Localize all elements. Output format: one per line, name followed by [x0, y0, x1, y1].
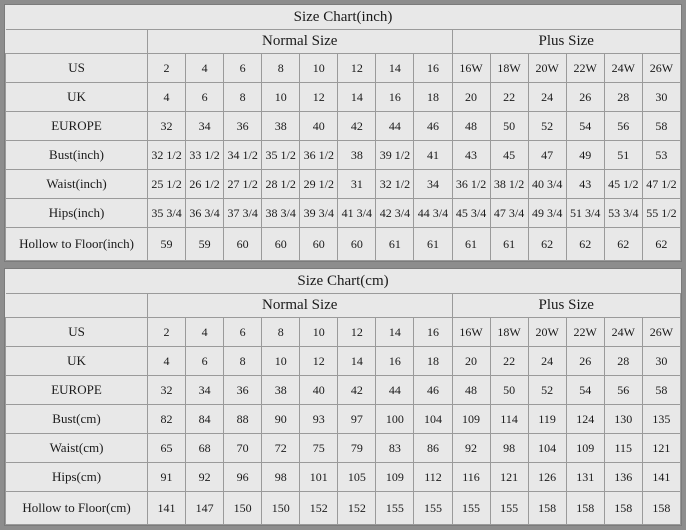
cell: 36: [224, 376, 262, 405]
cell: 101: [300, 463, 338, 492]
cell: 35 3/4: [148, 199, 186, 228]
cell: 6: [224, 54, 262, 83]
cell: 62: [566, 228, 604, 261]
cell: 42: [338, 376, 376, 405]
row-label-us: US: [6, 318, 148, 347]
cell: 26: [566, 83, 604, 112]
cell: 16W: [452, 54, 490, 83]
cell: 121: [490, 463, 528, 492]
table-row: [6, 54, 681, 83]
cell: 53 3/4: [604, 199, 642, 228]
cell: 53: [642, 141, 680, 170]
cell: 91: [148, 463, 186, 492]
cell: 124: [566, 405, 604, 434]
cell: 130: [604, 405, 642, 434]
cell: 115: [604, 434, 642, 463]
cell: 45: [490, 141, 528, 170]
cell: 32: [148, 112, 186, 141]
cell: 60: [262, 228, 300, 261]
cell: 31: [338, 170, 376, 199]
cell: 147: [186, 492, 224, 525]
cell: 16: [376, 83, 414, 112]
cell: 26 1/2: [186, 170, 224, 199]
cell: 32 1/2: [376, 170, 414, 199]
cell: 24: [528, 347, 566, 376]
cell: 25 1/2: [148, 170, 186, 199]
cell: 109: [566, 434, 604, 463]
cell: 49 3/4: [528, 199, 566, 228]
cell: 30: [642, 347, 680, 376]
cell: 44 3/4: [414, 199, 452, 228]
table-row: [6, 376, 681, 405]
cell: 45 3/4: [452, 199, 490, 228]
cell: 150: [262, 492, 300, 525]
cell: 18: [414, 347, 452, 376]
row-label-hollow-to-floor: Hollow to Floor(inch): [6, 228, 148, 261]
row-label-uk: UK: [6, 347, 148, 376]
cell: 18: [414, 83, 452, 112]
cell: 61: [452, 228, 490, 261]
cell: 24W: [604, 54, 642, 83]
cell: 155: [490, 492, 528, 525]
cell: 70: [224, 434, 262, 463]
cell: 62: [604, 228, 642, 261]
cell: 49: [566, 141, 604, 170]
row-label-bust: Bust(inch): [6, 141, 148, 170]
cell: 8: [224, 347, 262, 376]
cell: 109: [452, 405, 490, 434]
cell: 14: [376, 54, 414, 83]
cell: 50: [490, 112, 528, 141]
cell: 56: [604, 376, 642, 405]
cell: 82: [148, 405, 186, 434]
cell: 40: [300, 112, 338, 141]
size-chart-cm: [4, 268, 682, 526]
cell: 46: [414, 112, 452, 141]
cell: 59: [186, 228, 224, 261]
cell: 12: [338, 318, 376, 347]
cell: 4: [148, 83, 186, 112]
cell: 97: [338, 405, 376, 434]
cell: 141: [148, 492, 186, 525]
cell: 26W: [642, 54, 680, 83]
cell: 28 1/2: [262, 170, 300, 199]
cell: 92: [186, 463, 224, 492]
cell: 14: [376, 318, 414, 347]
cell: 84: [186, 405, 224, 434]
cell: 46: [414, 376, 452, 405]
cell: 104: [528, 434, 566, 463]
table-row: [6, 318, 681, 347]
table-row: [6, 347, 681, 376]
cell: 50: [490, 376, 528, 405]
cell: 4: [186, 54, 224, 83]
cell: 114: [490, 405, 528, 434]
cell: 10: [300, 318, 338, 347]
cell: 43: [452, 141, 490, 170]
cell: 44: [376, 112, 414, 141]
cell: 68: [186, 434, 224, 463]
cell: 34: [186, 112, 224, 141]
cell: 61: [376, 228, 414, 261]
table-row: [6, 141, 681, 170]
cell: 58: [642, 376, 680, 405]
cell: 18W: [490, 318, 528, 347]
cell: 28: [604, 347, 642, 376]
cell: 51 3/4: [566, 199, 604, 228]
cell: 42 3/4: [376, 199, 414, 228]
table-row: [6, 463, 681, 492]
cell: 109: [376, 463, 414, 492]
group-header-normal: Normal Size: [148, 294, 453, 318]
cell: 60: [338, 228, 376, 261]
cell: 60: [224, 228, 262, 261]
cell: 119: [528, 405, 566, 434]
cell: 51: [604, 141, 642, 170]
cell: 35 1/2: [262, 141, 300, 170]
cell: 34: [414, 170, 452, 199]
cell: 131: [566, 463, 604, 492]
cell: 98: [490, 434, 528, 463]
cell: 40 3/4: [528, 170, 566, 199]
cell: 8: [262, 54, 300, 83]
cell: 26: [566, 347, 604, 376]
cell: 45 1/2: [604, 170, 642, 199]
cell: 152: [300, 492, 338, 525]
cell: 155: [452, 492, 490, 525]
cell: 104: [414, 405, 452, 434]
table-row: [6, 170, 681, 199]
group-header-row: [6, 30, 681, 54]
table-row: [6, 83, 681, 112]
corner-cell: [6, 294, 148, 318]
cell: 24: [528, 83, 566, 112]
cell: 47: [528, 141, 566, 170]
cell: 72: [262, 434, 300, 463]
cell: 121: [642, 434, 680, 463]
cell: 6: [186, 347, 224, 376]
table-row: [6, 405, 681, 434]
row-label-bust: Bust(cm): [6, 405, 148, 434]
table-row: [6, 112, 681, 141]
cell: 41: [414, 141, 452, 170]
cell: 39 1/2: [376, 141, 414, 170]
cell: 2: [148, 54, 186, 83]
cell: 47 3/4: [490, 199, 528, 228]
cell: 30: [642, 83, 680, 112]
cell: 55 1/2: [642, 199, 680, 228]
cell: 79: [338, 434, 376, 463]
cell: 90: [262, 405, 300, 434]
cell: 34 1/2: [224, 141, 262, 170]
cell: 20: [452, 83, 490, 112]
cell: 16: [414, 54, 452, 83]
cell: 52: [528, 112, 566, 141]
cell: 52: [528, 376, 566, 405]
cell: 158: [528, 492, 566, 525]
cell: 136: [604, 463, 642, 492]
table-row: [6, 492, 681, 525]
chart-title: Size Chart(inch): [6, 5, 681, 30]
cell: 34: [186, 376, 224, 405]
cell: 37 3/4: [224, 199, 262, 228]
cell: 41 3/4: [338, 199, 376, 228]
cell: 93: [300, 405, 338, 434]
cell: 92: [452, 434, 490, 463]
cell: 18W: [490, 54, 528, 83]
cell: 2: [148, 318, 186, 347]
cell: 6: [224, 318, 262, 347]
table-title-row: [6, 5, 681, 30]
cell: 54: [566, 376, 604, 405]
cell: 12: [300, 83, 338, 112]
cell: 54: [566, 112, 604, 141]
cell: 116: [452, 463, 490, 492]
chart-title: Size Chart(cm): [6, 269, 681, 294]
corner-cell: [6, 30, 148, 54]
cell: 36 3/4: [186, 199, 224, 228]
cell: 98: [262, 463, 300, 492]
cell: 14: [338, 347, 376, 376]
cell: 10: [262, 83, 300, 112]
cell: 38 3/4: [262, 199, 300, 228]
cell: 28: [604, 83, 642, 112]
cell: 24W: [604, 318, 642, 347]
cell: 38 1/2: [490, 170, 528, 199]
group-header-plus: Plus Size: [452, 294, 681, 318]
cell: 38: [262, 376, 300, 405]
size-chart-inch: [4, 4, 682, 262]
cell: 105: [338, 463, 376, 492]
cell: 32 1/2: [148, 141, 186, 170]
cell: 14: [338, 83, 376, 112]
row-label-us: US: [6, 54, 148, 83]
cell: 20W: [528, 54, 566, 83]
cell: 36: [224, 112, 262, 141]
cell: 158: [642, 492, 680, 525]
cell: 10: [300, 54, 338, 83]
cell: 152: [338, 492, 376, 525]
row-label-hips: Hips(cm): [6, 463, 148, 492]
cell: 62: [528, 228, 566, 261]
cell: 158: [566, 492, 604, 525]
cell: 48: [452, 112, 490, 141]
row-label-hollow-to-floor: Hollow to Floor(cm): [6, 492, 148, 525]
cell: 33 1/2: [186, 141, 224, 170]
cell: 38: [262, 112, 300, 141]
cell: 155: [414, 492, 452, 525]
cell: 39 3/4: [300, 199, 338, 228]
cell: 10: [262, 347, 300, 376]
cell: 40: [300, 376, 338, 405]
cell: 47 1/2: [642, 170, 680, 199]
cell: 42: [338, 112, 376, 141]
cell: 75: [300, 434, 338, 463]
cell: 58: [642, 112, 680, 141]
cell: 65: [148, 434, 186, 463]
cell: 88: [224, 405, 262, 434]
row-label-europe: EUROPE: [6, 376, 148, 405]
cell: 36 1/2: [452, 170, 490, 199]
cell: 16: [376, 347, 414, 376]
cell: 44: [376, 376, 414, 405]
cell: 27 1/2: [224, 170, 262, 199]
cell: 12: [300, 347, 338, 376]
cell: 126: [528, 463, 566, 492]
cell: 86: [414, 434, 452, 463]
cell: 26W: [642, 318, 680, 347]
cell: 4: [186, 318, 224, 347]
cell: 56: [604, 112, 642, 141]
cell: 4: [148, 347, 186, 376]
table-row: [6, 228, 681, 261]
cell: 158: [604, 492, 642, 525]
cell: 155: [376, 492, 414, 525]
size-chart-cm-table: [5, 269, 681, 525]
cell: 38: [338, 141, 376, 170]
table-row: [6, 199, 681, 228]
group-header-plus: Plus Size: [452, 30, 681, 54]
cell: 29 1/2: [300, 170, 338, 199]
row-label-uk: UK: [6, 83, 148, 112]
cell: 135: [642, 405, 680, 434]
row-label-waist: Waist(inch): [6, 170, 148, 199]
cell: 61: [414, 228, 452, 261]
cell: 43: [566, 170, 604, 199]
cell: 20W: [528, 318, 566, 347]
cell: 6: [186, 83, 224, 112]
cell: 22: [490, 347, 528, 376]
group-header-row: [6, 294, 681, 318]
cell: 96: [224, 463, 262, 492]
cell: 150: [224, 492, 262, 525]
row-label-hips: Hips(inch): [6, 199, 148, 228]
table-title-row: [6, 269, 681, 294]
cell: 8: [224, 83, 262, 112]
cell: 83: [376, 434, 414, 463]
cell: 112: [414, 463, 452, 492]
cell: 8: [262, 318, 300, 347]
cell: 141: [642, 463, 680, 492]
group-header-normal: Normal Size: [148, 30, 453, 54]
cell: 22W: [566, 54, 604, 83]
cell: 62: [642, 228, 680, 261]
cell: 61: [490, 228, 528, 261]
cell: 100: [376, 405, 414, 434]
cell: 36 1/2: [300, 141, 338, 170]
size-chart-inch-table: [5, 5, 681, 261]
cell: 12: [338, 54, 376, 83]
cell: 16W: [452, 318, 490, 347]
cell: 22: [490, 83, 528, 112]
row-label-europe: EUROPE: [6, 112, 148, 141]
row-label-waist: Waist(cm): [6, 434, 148, 463]
cell: 60: [300, 228, 338, 261]
cell: 59: [148, 228, 186, 261]
table-row: [6, 434, 681, 463]
cell: 48: [452, 376, 490, 405]
cell: 22W: [566, 318, 604, 347]
cell: 20: [452, 347, 490, 376]
cell: 16: [414, 318, 452, 347]
cell: 32: [148, 376, 186, 405]
